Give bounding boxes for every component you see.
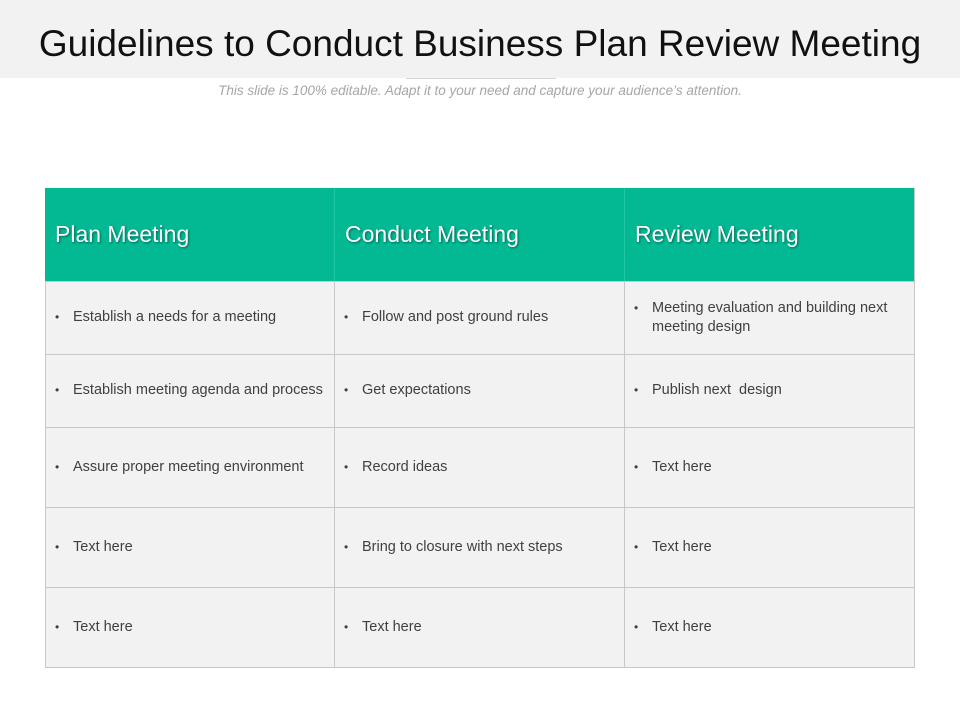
table-cell (624, 588, 914, 667)
table-cell (45, 588, 334, 667)
bullet-icon: • (634, 539, 639, 554)
table-cell (334, 508, 624, 587)
cell-text: Text here (362, 618, 422, 635)
guidelines-table (45, 188, 915, 668)
cell-text: Establish a needs for a meeting (73, 309, 277, 326)
bullet-icon: • (344, 539, 349, 554)
slide-subtitle: This slide is 100% editable. Adapt it to your need and capture your audience’s attention. (218, 83, 742, 98)
table-cell (624, 355, 914, 427)
cell-text: Text here (652, 458, 712, 475)
cell-text: Get expectations (362, 382, 471, 399)
cell-text: Meeting evaluation and building next meeting design (652, 299, 888, 335)
header-conduct-meeting: Conduct Meeting (334, 188, 624, 281)
table-cell (45, 355, 334, 427)
bullet-icon: • (344, 310, 349, 325)
header-plan-meeting: Plan Meeting (55, 221, 190, 247)
table-row (45, 281, 914, 354)
table-cell (624, 508, 914, 587)
bullet-icon: • (344, 383, 349, 398)
cell-text: Text here (652, 618, 712, 635)
cell-text: Text here (652, 538, 712, 555)
slide-title: Guidelines to Conduct Business Plan Review Meeting (38, 23, 922, 64)
table-cell (45, 428, 334, 507)
table-cell (45, 282, 334, 354)
cell-text: Text here (73, 538, 133, 555)
table-row (45, 427, 914, 507)
title-underline (406, 78, 556, 79)
table-cell (624, 428, 914, 507)
cell-text: Establish meeting agenda and process (73, 382, 323, 399)
table-row (45, 507, 914, 587)
table-cell (334, 428, 624, 507)
bullet-icon: • (55, 310, 60, 325)
bullet-icon: • (634, 383, 639, 398)
table-row (45, 587, 914, 667)
bullet-icon: • (55, 459, 60, 474)
bullet-icon: • (634, 459, 639, 474)
bullet-icon: • (344, 459, 349, 474)
table-row (45, 354, 914, 427)
bullet-icon: • (344, 619, 349, 634)
table-cell (624, 282, 914, 354)
table-cell (45, 508, 334, 587)
table-cell (334, 282, 624, 354)
table-cell (334, 588, 624, 667)
header-review-meeting: Review Meeting (624, 188, 914, 281)
bullet-icon: • (634, 300, 639, 315)
cell-text: Assure proper meeting environment (73, 458, 304, 475)
table-cell (334, 355, 624, 427)
table-header-row (45, 188, 914, 281)
bullet-icon: • (55, 539, 60, 554)
cell-text: Record ideas (362, 458, 448, 475)
bullet-icon: • (634, 619, 639, 634)
bullet-icon: • (55, 383, 60, 398)
cell-text: Follow and post ground rules (362, 309, 549, 326)
cell-text: Text here (73, 618, 133, 635)
cell-text: Bring to closure with next steps (362, 538, 563, 555)
cell-text: Publish next design (652, 382, 782, 399)
bullet-icon: • (55, 619, 60, 634)
